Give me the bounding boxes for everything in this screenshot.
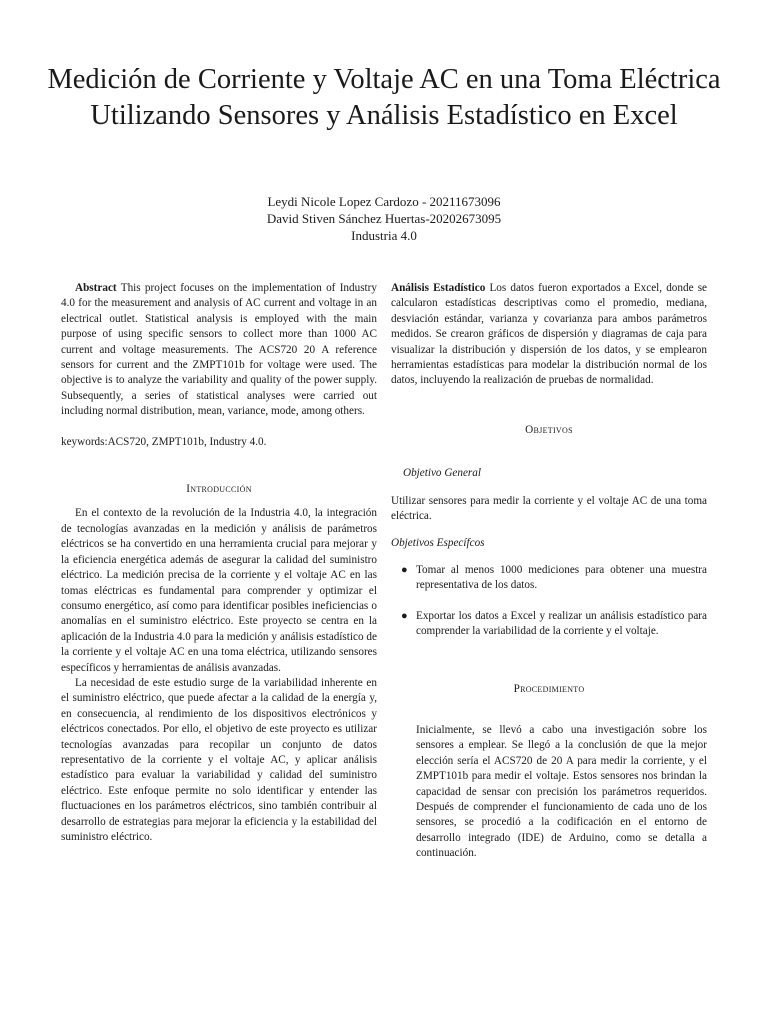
objetivo-general-text: Utilizar sensores para medir la corriente y el voltaje AC de una toma eléctrica. bbox=[391, 494, 707, 523]
intro-paragraph-1: En el contexto de la revolución de la Industria 4.0, la integración de tecnologías avanzadas en la medición y análisis de parámetros eléctricos se ha convertido en una herramienta crucial para mejorar y la eficiencia energética además de asegurar la calidad del suministro eléctrico. La medición precisa de la corriente y el voltaje AC en las tomas eléctricas es fundamental para comprender y optimizar el consumo energético, así como para identificar posibles ineficiencias o anomalías en el suministro eléctrico. Este proyecto se centra en la aplicación de la Industria 4.0 para la medición y análisis estadístico de la corriente y el voltaje AC en una toma eléctrica, utilizando sensores específicos y herramientas de análisis avanzadas. bbox=[61, 507, 377, 674]
right-column bbox=[391, 281, 707, 862]
author-block bbox=[0, 193, 768, 244]
bullet-icon: ● bbox=[401, 609, 408, 622]
abstract bbox=[61, 281, 377, 420]
affiliation-line: Industria 4.0 bbox=[351, 228, 417, 243]
intro-paragraph-2: La necesidad de este estudio surge de la variabilidad inherente en el suministro eléctrico, que puede afectar a la calidad de la energía y, en consecuencia, al rendimiento de los dispositivos electrónicos y eléctricos conectados. Por ello, el objetivo de este proyecto es utilizar tecnologías avanzadas para recopilar un conjunto de datos representativo de la corriente y el voltaje AC, y aplicar análisis estadístico para evaluar la variabilidad y calidad del suministro eléctrico. Este enfoque permite no solo identificar y entender las fluctuaciones en los parámetros eléctricos, sino también contribuir al desarrollo de estrategias para mejorar la eficiencia y la estabilidad del suministro eléctrico. bbox=[61, 676, 377, 843]
left-column bbox=[61, 281, 377, 845]
analisis-text: Los datos fueron exportados a Excel, donde se calcularon estadísticas descriptivas como el promedio, mediana, desviación estándar, varianza y covarianza para ambos parámetros medidos. Se crearon gráficos de dispersión y diagramas de caja para visualizar la distribución y dispersión de los datos, y se emplearon herramientas estadísticas para modelar la distribución normal de los datos, incluyendo la realización de pruebas de normalidad. bbox=[391, 282, 708, 387]
author-line-1: Leydi Nicole Lopez Cardozo - 20211673096 bbox=[267, 194, 501, 209]
paper-title: Medición de Corriente y Voltaje AC en una Toma Eléctrica Utilizando Sensores y Análisis Estadístico en Excel bbox=[47, 64, 721, 131]
section-heading-objetivos: Objetivos bbox=[525, 423, 573, 436]
procedimiento-paragraph: Inicialmente, se llevó a cabo una investigación sobre los sensores a emplear. Se llegó a la conclusión de que la mejor elección sería el ACS720 de 20 A para medir la corriente, y el ZMPT101b para medir el voltaje. Estos sensores nos brindan la capacidad de sensar con precisión los parámetros requeridos. Después de comprender el funcionamiento de cada uno de los sensores, se procedió a la codificación en el entorno de desarrollo integrado (IDE) de Arduino, como se detalla a continuación. bbox=[416, 723, 707, 860]
section-heading-introduccion: Introducción bbox=[186, 483, 252, 496]
objetivos-especificos-list bbox=[391, 563, 707, 640]
bullet-icon: ● bbox=[401, 563, 408, 576]
abstract-label: Abstract bbox=[75, 282, 117, 294]
objetivos-especificos-heading: Objetivos Específcos bbox=[391, 537, 485, 550]
objetivo-especifico-2: Exportar los datos a Excel y realizar un análisis estadístico para comprender la variabilidad de la corriente y el voltaje. bbox=[416, 609, 707, 638]
abstract-text: This project focuses on the implementation of Industry 4.0 for the measurement and analysis of AC current and voltage in an electrical outlet. Statistical analysis is employed with the main purpose of using specific sensors to collect more than 1000 AC current and voltage measurements. The ACS720 20 A reference sensors for current and the ZMPT101b for voltage were used. The objective is to analyze the variability and quality of the power supply. Subsequently, a series of statistical analyses were carried out including normal distribution, mean, variance, mode, among others. bbox=[61, 282, 377, 418]
list-item bbox=[391, 563, 707, 594]
objetivo-especifico-1: Tomar al menos 1000 mediciones para obtener una muestra representativa de los datos. bbox=[416, 563, 707, 592]
analisis-paragraph bbox=[391, 281, 707, 389]
keywords: keywords:ACS720, ZMPT101b, Industry 4.0. bbox=[61, 435, 267, 448]
list-item bbox=[391, 609, 707, 640]
analisis-label: Análisis Estadístico bbox=[391, 282, 486, 294]
objetivo-general-heading: Objetivo General bbox=[403, 467, 481, 480]
section-heading-procedimiento: Procedimiento bbox=[513, 682, 585, 695]
author-line-2: David Stiven Sánchez Huertas-2020267309​5 bbox=[266, 211, 502, 226]
